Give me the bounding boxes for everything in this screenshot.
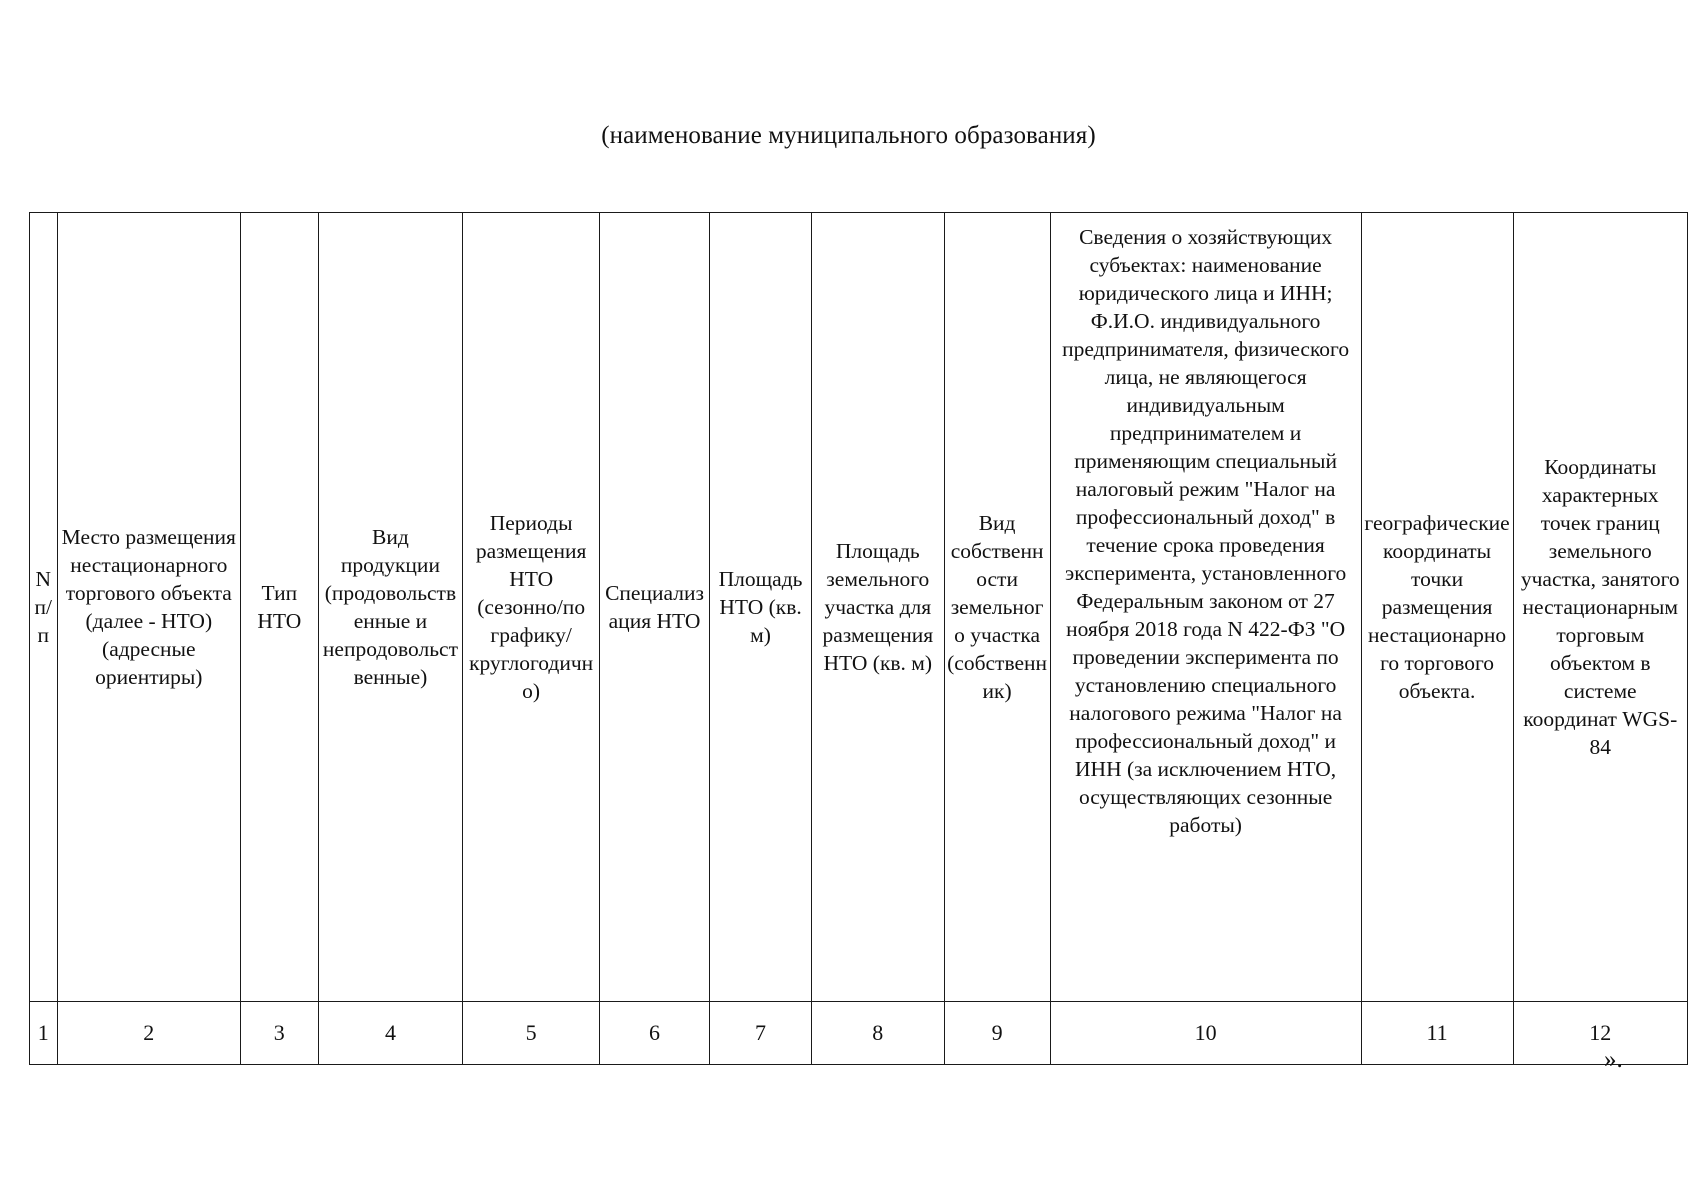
column-number-cell: 3 [241, 1002, 318, 1065]
column-number-cell: 11 [1361, 1002, 1513, 1065]
header-cell-type: Тип НТО [241, 213, 318, 1002]
column-number-cell: 4 [318, 1002, 463, 1065]
nto-placement-table [29, 212, 1688, 1065]
column-number-cell: 5 [463, 1002, 600, 1065]
column-number-cell: 6 [599, 1002, 709, 1065]
column-number-cell: 8 [812, 1002, 945, 1065]
column-number-cell: 9 [944, 1002, 1050, 1065]
column-number-cell: 12 [1513, 1002, 1687, 1065]
header-cell-product-kind: Вид продукции (продовольственные и непродовольственные) [318, 213, 463, 1002]
header-cell-specialization: Специализация НТО [599, 213, 709, 1002]
header-cell-boundary-coordinates: Координаты характерных точек границ земельного участка, занятого нестационарным торговым объектом в системе координат WGS-84 [1513, 213, 1687, 1002]
header-cell-number: N п/п [30, 213, 58, 1002]
column-number-row [30, 1002, 1688, 1065]
closing-quote: ». [1604, 1046, 1623, 1073]
header-cell-ownership: Вид собственности земельного участка (собственник) [944, 213, 1050, 1002]
header-cell-land-area: Площадь земельного участка для размещения НТО (кв. м) [812, 213, 945, 1002]
column-number-cell: 10 [1050, 1002, 1361, 1065]
header-row [30, 213, 1688, 1002]
column-number-cell: 2 [57, 1002, 241, 1065]
header-cell-nto-area: Площадь НТО (кв. м) [710, 213, 812, 1002]
header-cell-location: Место размещения нестационарного торгового объекта (далее - НТО) (адресные ориентиры) [57, 213, 241, 1002]
column-number-cell: 7 [710, 1002, 812, 1065]
column-number-cell: 1 [30, 1002, 58, 1065]
header-cell-periods: Периоды размещения НТО (сезонно/по графику/круглогодично) [463, 213, 600, 1002]
municipality-caption: (наименование муниципального образования) [601, 122, 1096, 149]
header-cell-business-entities: Сведения о хозяйствующих субъектах: наименование юридического лица и ИНН; Ф.И.О. индивидуального предпринимателя, физического лица, не являющегося индивидуальным предпринимателем и применяющим специальный налоговый режим "Налог на профессиональный доход" в течение срока проведения эксперимента, установленного Федеральным законом от 27 ноября 2018 года N 422-ФЗ "О проведении эксперимента по установлению специального налогового режима "Налог на профессиональный доход" и ИНН (за исключением НТО, осуществляющих сезонные работы) [1050, 213, 1361, 1002]
header-cell-geo-coordinates: географические координаты точки размещения нестационарного торгового объекта. [1361, 213, 1513, 1002]
